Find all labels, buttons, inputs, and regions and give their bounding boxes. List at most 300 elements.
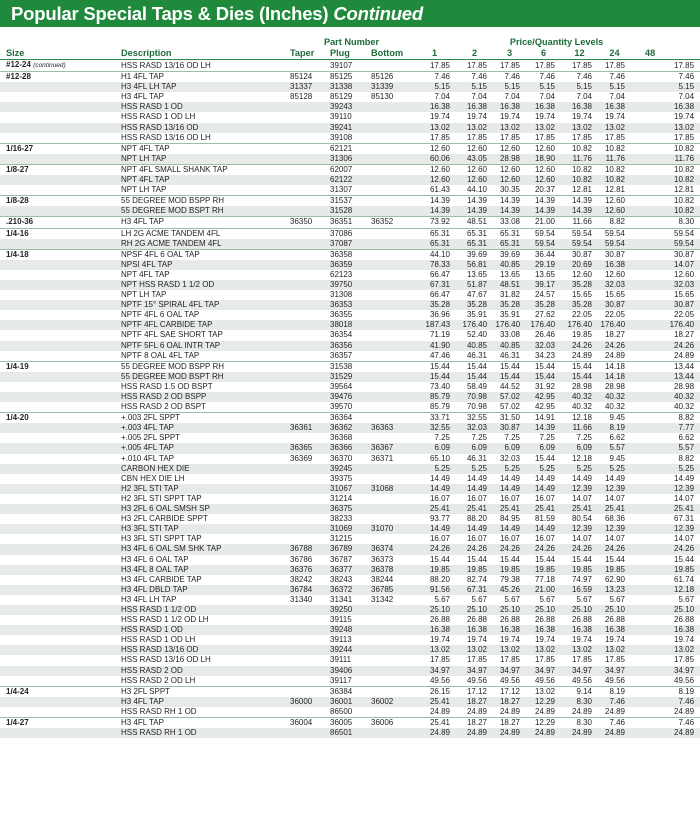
plug-cell: 36005 [330,718,371,729]
description-cell: H3 4FL TAP [121,92,164,102]
price-cell: 12.60 [526,175,561,185]
price-cell: 13.02 [456,123,493,133]
size-cell [0,534,121,544]
taper-cell [290,133,330,144]
size-cell [0,625,121,635]
price-cell: 5.25 [598,464,631,474]
price-cell: 26.15 [413,686,456,697]
price-cell: 25.41 [456,504,493,514]
size-cell [0,330,121,340]
price-cell: 26.88 [499,615,521,625]
price-cell: 7.04 [504,92,521,102]
price-cell: 16.38 [413,625,456,635]
plug-cell: 86501 [330,728,371,738]
price-cell: 12.60 [604,269,626,279]
description-cell: HSS RASD 1.5 OD BSPT [121,381,213,391]
price-cell: 14.18 [598,361,631,372]
description-cell: +.005 2FL SPPT [121,433,181,443]
description-cell: HSS RASD 2 OD BSPT [121,402,206,412]
bottom-cell: 31342 [371,594,394,604]
price-cell: 8.30 [561,697,598,707]
price-cell: 12.81 [604,185,626,195]
bottom-cell [371,260,413,270]
price-cell: 79.38 [499,574,521,584]
size-cell [0,123,121,133]
taper-cell [290,361,330,372]
price-cell: 12.60 [413,175,456,185]
header-group-row [0,37,700,48]
plug-cell: 36375 [330,504,371,514]
size-value: 1/16-27 [6,143,34,153]
price-cell: 6.62 [678,433,695,443]
price-cell: 22.05 [571,310,593,320]
price-cell: 16.38 [598,102,631,112]
price-cell: 44.10 [466,185,488,195]
size-cell [0,504,121,514]
price-cell: 28.98 [604,381,626,391]
price-cell: 35.28 [456,300,493,310]
price-cell: 26.88 [466,615,488,625]
price-cell: 24.89 [604,350,626,360]
taper-cell: 36365 [290,443,330,453]
price-cell: 24.26 [561,544,598,554]
bottom-cell [371,143,413,154]
plug-cell: 36377 [330,565,371,575]
plug-cell: 31307 [330,185,353,195]
price-cell: 13.02 [598,123,631,133]
size-cell [0,351,121,362]
price-cell: 11.76 [598,154,631,165]
table-row [0,474,700,484]
taper-cell [290,330,330,340]
price-cell: 13.02 [631,123,700,133]
price-cell: 35.28 [561,280,598,290]
price-cell: 17.85 [534,60,556,70]
price-cell: 14.49 [526,484,561,494]
plug-cell: 31528 [330,206,371,217]
price-cell: 59.54 [598,228,631,239]
bottom-cell: 36785 [371,585,413,595]
plug-cell: 36370 [330,453,353,463]
price-cell: 13.02 [493,645,526,655]
size-cell [0,707,121,718]
description-cell: H3 3FL STI TAP [121,524,290,534]
taper-cell: 36376 [290,565,330,575]
table-row [0,413,700,424]
plug-cell: 36372 [330,585,371,595]
size-cell [0,280,121,290]
price-cell: 5.67 [504,594,521,604]
price-cell: 59.54 [561,239,598,250]
table-row [0,280,700,290]
price-cell: 46.31 [466,350,488,360]
plug-cell: 85125 [330,72,371,83]
plug-cell: 39750 [330,280,371,290]
plug-cell: 31215 [330,534,353,544]
qty-2-header: 2 [456,48,493,60]
size-cell [0,595,121,605]
taper-cell: 36361 [290,423,330,433]
bottom-cell: 31070 [371,524,413,534]
price-cell: 24.89 [604,706,626,716]
price-cell: 34.97 [413,666,456,676]
size-cell [0,185,121,196]
table-row [0,565,700,575]
table-row [0,666,700,676]
price-cell: 10.82 [598,164,631,175]
price-cell: 7.25 [471,433,488,443]
bottom-cell [371,290,413,300]
plug-cell: 31214 [330,493,353,503]
price-cell: 20.37 [534,185,556,195]
price-cell: 16.07 [466,534,488,544]
price-cell: 34.97 [598,666,631,676]
price-cell: 22.05 [674,310,695,320]
bottom-cell: 36378 [371,565,413,575]
size-cell [0,228,121,239]
plug-cell: 36351 [330,217,371,228]
price-cell: 40.32 [561,392,598,402]
taper-cell [290,206,330,217]
plug-cell: 31067 [330,484,371,494]
price-cell: 40.85 [493,260,526,270]
price-cell: 7.46 [413,72,456,83]
description-cell: HSS RASD 13/16 OD [121,645,290,655]
plug-cell: 36368 [330,433,353,443]
price-cell: 12.39 [598,524,631,534]
size-cell [0,443,121,453]
price-cell: 25.10 [413,605,456,615]
size-value: 1/4-16 [6,228,29,238]
price-cell: 78.33 [413,260,456,270]
taper-cell [290,320,330,330]
price-cell: 65.31 [413,228,456,239]
price-cell: 24.89 [526,728,561,738]
price-cell: 34.97 [493,666,526,676]
plug-cell: 39107 [330,60,353,70]
table-row [0,290,700,300]
size-cell [0,413,121,424]
description-cell: HSS RASD 1 OD [121,625,290,635]
bottom-cell [371,666,413,676]
price-cell: 13.44 [631,361,700,372]
price-cell: 28.98 [493,154,526,165]
taper-cell [290,351,330,362]
price-cell: 24.26 [598,544,631,554]
page-title: Popular Special Taps & Dies (Inches) [11,2,329,24]
size-cell [0,310,121,320]
price-cell: 25.41 [631,504,700,514]
price-cell: 17.85 [604,655,626,665]
price-cell: 12.60 [493,175,526,185]
price-cell: 19.85 [598,565,631,575]
price-cell: 6.09 [561,443,598,453]
price-cell: 15.44 [561,361,598,372]
taper-cell [290,382,330,392]
price-cell: 15.44 [493,372,526,382]
taper-cell [290,341,330,351]
table-row [0,686,700,697]
taper-cell [290,484,330,494]
price-cell: 19.74 [429,112,451,122]
bottom-cell [371,228,413,239]
price-cell: 18.90 [526,154,561,165]
price-cell: 82.74 [466,574,488,584]
table-row [0,676,700,687]
taper-cell [290,228,330,239]
plug-cell: 36787 [330,554,353,564]
price-cell: 7.25 [504,433,521,443]
price-cell: 70.98 [456,392,493,402]
plug-cell: 86500 [330,706,353,716]
price-cell: 15.44 [429,554,451,564]
price-cell: 16.38 [526,102,561,112]
price-cell: 176.40 [598,320,631,330]
price-cell: 12.18 [561,413,598,424]
size-cell [0,514,121,524]
price-cell: 14.49 [456,524,493,534]
price-cell: 49.56 [674,675,695,685]
table-row [0,524,700,534]
price-cell: 14.39 [413,206,456,217]
table-row [0,433,700,443]
price-cell: 26.88 [429,615,451,625]
size-cell [0,615,121,625]
size-cell [0,341,121,351]
qty-3-header: 3 [493,48,526,60]
price-cell: 14.07 [571,534,593,544]
price-cell: 14.49 [413,524,456,534]
price-cell: 17.85 [499,60,521,70]
price-cell: 8.82 [631,413,700,424]
price-cell: 24.26 [561,341,598,351]
price-cell: 7.25 [576,433,593,443]
price-cell: 7.46 [598,697,631,707]
price-cell: 15.44 [571,554,593,564]
price-cell: 59.54 [561,228,598,239]
price-cell: 10.82 [598,143,631,154]
price-cell: 16.38 [456,102,493,112]
price-cell: 24.89 [499,706,521,716]
price-cell: 15.44 [534,453,556,463]
price-cell: 51.87 [456,280,493,290]
size-cell [0,718,121,729]
size-cell [0,196,121,207]
taper-cell [290,123,330,133]
price-cell: 16.59 [561,585,598,595]
table-row [0,494,700,504]
price-cell: 49.56 [499,675,521,685]
price-cell: 10.82 [631,143,700,154]
price-cell: 12.39 [561,524,598,534]
price-cell: 15.44 [534,554,556,564]
taper-cell [290,164,330,175]
plug-cell: 31341 [330,594,353,604]
taper-cell [290,310,330,320]
table-row [0,728,700,738]
bottom-cell: 36371 [371,453,394,463]
taper-cell [290,280,330,290]
price-cell: 15.65 [604,290,626,300]
price-cell: 25.10 [561,605,598,615]
price-cell: 13.02 [598,645,631,655]
plug-cell: 62122 [330,175,371,185]
price-cell: 8.19 [598,686,631,697]
description-cell: H3 2FL SPPT [121,686,290,697]
price-cell: 7.46 [526,72,561,83]
plug-cell: 36366 [330,443,371,453]
price-cell: 25.10 [493,605,526,615]
taper-cell: 36350 [290,217,330,228]
price-cell: 12.60 [413,164,456,175]
description-cell: HSS RASD 13/16 OD [121,123,290,133]
bottom-cell [371,514,413,524]
size-cell [0,372,121,382]
price-cell: 44.52 [499,381,521,391]
size-cell [0,575,121,585]
price-cell: 12.29 [526,718,561,729]
price-cell: 15.44 [604,554,626,564]
description-cell: NPTF 15° SPIRAL 4FL TAP [121,300,290,310]
price-cell: 19.74 [571,635,593,645]
price-cell: 5.25 [526,464,561,474]
price-cell: 14.39 [561,196,598,207]
bottom-cell: 85126 [371,72,413,83]
price-cell: 14.07 [571,493,593,503]
plug-cell: 36364 [330,413,371,424]
price-cell: 17.85 [571,60,593,70]
price-cell: 33.08 [499,330,521,340]
price-cell: 18.27 [493,697,526,707]
price-cell: 45.26 [493,585,526,595]
taper-cell [290,433,330,443]
plug-column-header: Plug [330,48,371,60]
taper-cell: 36369 [290,453,313,463]
taper-cell [290,625,330,635]
table-row [0,514,700,524]
size-cell [0,464,121,474]
price-cell: 34.97 [631,666,700,676]
price-cell: 14.49 [429,473,451,483]
price-cell: 25.41 [598,504,631,514]
size-cell [0,474,121,484]
price-cell: 31.82 [499,290,521,300]
price-cell: 13.02 [456,645,493,655]
taper-cell: 85124 [290,72,330,83]
taper-cell [290,655,330,665]
taper-cell: 36000 [290,697,330,707]
price-cell: 14.39 [526,206,561,217]
price-cell: 15.44 [499,554,521,564]
plug-cell: 39115 [330,615,352,625]
price-cell: 25.41 [493,504,526,514]
price-cell: 16.38 [561,102,598,112]
size-cell [0,175,121,185]
price-cell: 16.38 [493,625,526,635]
taper-cell [290,413,330,424]
price-cell: 68.36 [604,514,626,524]
price-cell: 61.74 [674,574,695,584]
plug-cell: 39113 [330,635,352,645]
table-row [0,372,700,382]
price-cell: 59.54 [526,239,561,250]
taper-cell: 36786 [290,554,313,564]
taper-cell [290,175,330,185]
taper-cell [290,635,330,645]
description-cell: +.003 2FL SPPT [121,413,290,424]
description-cell: HSS RASD 13/16 OD LH [121,132,211,142]
description-cell: 55 DEGREE MOD BSPT RH [121,206,290,217]
plug-cell: 36384 [330,686,371,697]
description-cell: H3 4FL 8 OAL TAP [121,565,290,575]
price-cell: 9.14 [561,686,598,697]
price-cell: 5.15 [598,82,631,92]
taper-cell [290,196,330,207]
price-cell: 16.07 [499,493,521,503]
price-cell: 48.51 [493,280,526,290]
size-cell [0,300,121,310]
price-cell: 85.79 [413,392,456,402]
price-cell: 24.26 [598,341,631,351]
price-cell: 6.09 [493,443,526,453]
bottom-cell [371,605,413,615]
price-cell: 24.26 [493,544,526,554]
price-cell: 5.25 [456,464,493,474]
price-cell: 12.60 [571,269,593,279]
table-row [0,707,700,718]
price-cell: 12.60 [456,175,493,185]
price-cell: 17.85 [534,655,556,665]
price-cell: 59.54 [631,239,700,250]
taper-cell [290,534,330,544]
plug-cell: 31537 [330,196,371,207]
bottom-cell [371,625,413,635]
size-value: 1/4-19 [6,361,29,371]
price-cell: 19.74 [466,635,488,645]
price-cell: 17.85 [674,60,695,70]
price-cell: 22.05 [604,310,626,320]
price-cell: 11.76 [561,154,598,165]
price-cell: 17.85 [429,655,451,665]
price-cell: 7.04 [539,92,556,102]
taper-cell [290,645,330,655]
price-cell: 35.28 [493,300,526,310]
description-cell: NPT HSS RASD 1 1/2 OD [121,280,290,290]
price-cell: 17.85 [674,655,695,665]
price-cell: 24.89 [534,706,556,716]
taper-cell: 31337 [290,82,330,92]
description-cell: H2 3FL STI SPPT TAP [121,493,202,503]
price-cell: 7.46 [631,697,700,707]
price-cell: 12.60 [456,164,493,175]
plug-cell: 36356 [330,341,371,351]
size-cell [0,544,121,554]
price-cell: 30.35 [499,185,521,195]
bottom-cell [371,382,413,392]
price-cell: 30.87 [561,249,598,260]
price-cell: 14.07 [604,493,626,503]
description-cell: H3 4FL CARBIDE TAP [121,574,202,584]
plug-cell: 36359 [330,260,371,270]
price-cell: 17.12 [456,686,493,697]
plug-cell: 31306 [330,154,371,165]
price-cell: 13.02 [526,686,561,697]
size-value: .210-36 [6,217,34,227]
description-cell: H3 4FL LH TAP [121,594,177,604]
taper-cell [290,514,330,524]
taper-cell [290,249,330,260]
price-cell: 5.15 [561,82,598,92]
